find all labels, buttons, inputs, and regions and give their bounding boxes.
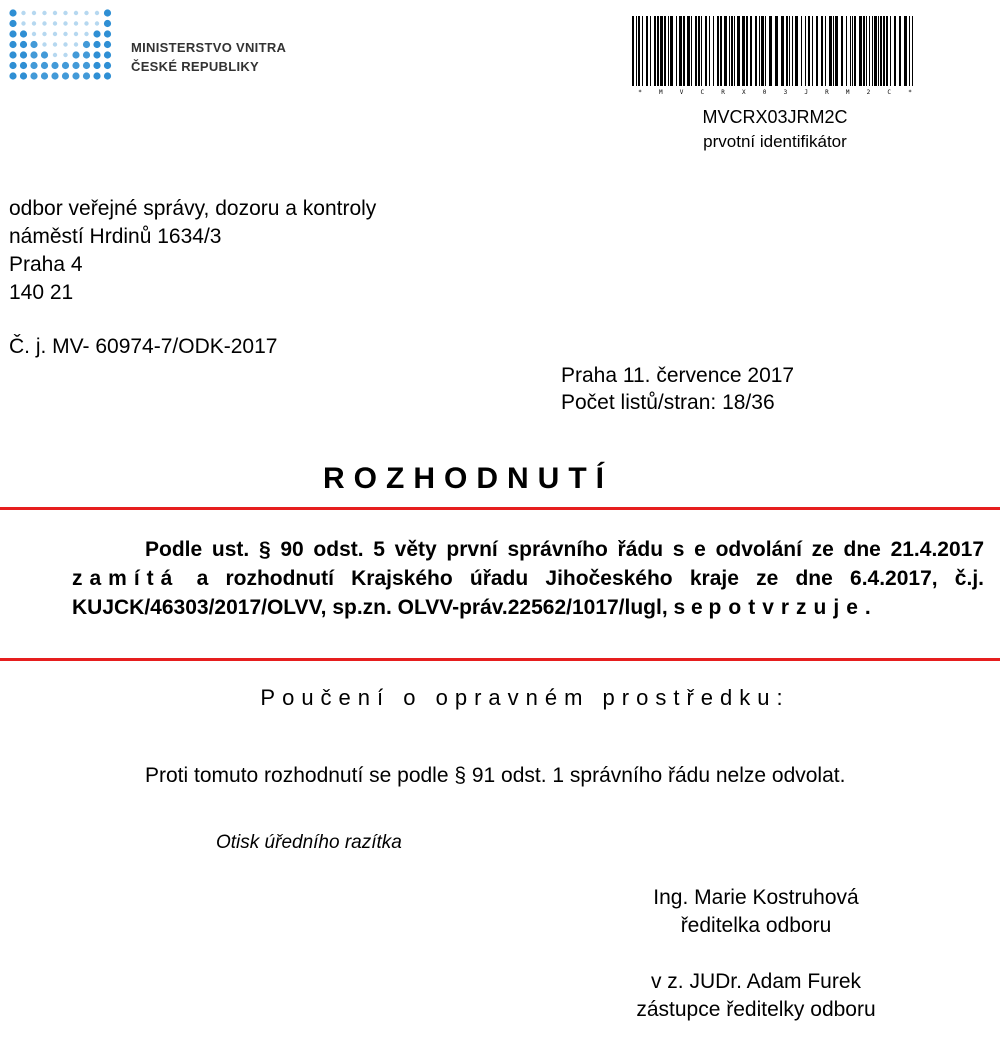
barcode-bar: [638, 16, 640, 86]
barcode-bar: [786, 16, 788, 86]
barcode-bar: [872, 16, 873, 86]
barcode-bar: [854, 16, 856, 86]
barcode-bar: [705, 16, 707, 86]
logo-dot: [93, 41, 100, 48]
logo-dot: [42, 42, 46, 46]
barcode-char: C: [700, 89, 705, 96]
decision-confirms: potvrzuje: [708, 596, 865, 619]
page-count: Počet listů/stran: 18/36: [561, 391, 775, 414]
barcode-bar: [775, 16, 778, 86]
barcode-char: V: [679, 89, 684, 96]
logo-dot: [9, 62, 16, 69]
logo-dot: [104, 30, 111, 37]
barcode-bar: [852, 16, 853, 86]
barcode-bar: [869, 16, 870, 86]
logo-dot: [42, 32, 46, 36]
logo-dot: [9, 51, 16, 58]
logo-dot: [74, 42, 78, 46]
logo-dot: [51, 62, 58, 69]
logo-dot: [30, 41, 37, 48]
decision-part1: Podle ust. § 90 odst. 5 věty první správního řádu s e odvolání ze dne 21.4.2017: [145, 538, 984, 561]
logo-dot: [83, 41, 90, 48]
barcode-char: J: [804, 89, 808, 96]
barcode-bar: [734, 16, 735, 86]
barcode-bar: [742, 16, 745, 86]
address-line: odbor veřejné správy, dozoru a kontroly: [9, 197, 377, 220]
logo-dot: [63, 53, 67, 57]
logo-dot: [104, 72, 111, 79]
barcode-bar: [841, 16, 843, 86]
barcode-char: M: [845, 89, 850, 96]
barcode-bar: [679, 16, 682, 86]
barcode-bar: [683, 16, 685, 86]
logo-dot: [9, 9, 16, 16]
logo-dot: [51, 72, 58, 79]
barcode-bar: [750, 16, 752, 86]
barcode-bar: [789, 16, 790, 86]
logo-dot: [63, 11, 67, 15]
logo-dot: [30, 72, 37, 79]
barcode-bar: [746, 16, 748, 86]
logo-dot: [84, 21, 88, 25]
signatory-role: ředitelka odboru: [680, 914, 832, 937]
logo-dot: [62, 62, 69, 69]
logo-dot: [72, 62, 79, 69]
logo-dot: [41, 51, 48, 58]
decision-part2: a rozhodnutí Krajského úřadu Jihočeského kraje ze dne 6.4.2017, č.j. KUJCK/46303/2017/OLVV, sp.zn. OLVV-práv.22562/1017/lugl, s e: [72, 567, 984, 619]
logo-dot: [83, 51, 90, 58]
logo-dot: [74, 11, 78, 15]
logo-dot: [53, 21, 57, 25]
barcode-bar: [890, 16, 891, 86]
logo-dot: [62, 72, 69, 79]
barcode-bar: [701, 16, 702, 86]
logo-dot: [20, 30, 27, 37]
barcode-bar: [729, 16, 730, 86]
barcode-bar: [765, 16, 766, 86]
barcode-bar: [759, 16, 760, 86]
decision-rejects: zamítá: [72, 567, 180, 590]
ministry-name-line1: MINISTERSTVO VNITRA: [131, 40, 287, 55]
barcode-bar: [878, 16, 879, 86]
ministry-logo-icon: [8, 8, 118, 90]
barcode-bar: [781, 16, 784, 86]
barcode-bar: [833, 16, 834, 86]
barcode-char: R: [721, 89, 725, 96]
barcode-bar: [676, 16, 677, 86]
ministry-name: [131, 38, 286, 76]
barcode-bar: [691, 16, 692, 86]
barcode-bar: [660, 16, 663, 86]
barcode-bar: [909, 16, 910, 86]
logo-dot: [9, 30, 16, 37]
address-line: náměstí Hrdinů 1634/3: [9, 225, 222, 248]
logo-dot: [32, 32, 36, 36]
barcode-bar: [894, 16, 896, 86]
deputy-name: v z. JUDr. Adam Furek: [650, 970, 862, 993]
barcode-bar: [636, 16, 637, 86]
barcode-bar: [812, 16, 813, 86]
logo-dot: [9, 20, 16, 27]
logo-dot: [53, 42, 57, 46]
logo-dot: [53, 53, 57, 57]
logo-dot: [72, 51, 79, 58]
divider-top: [0, 507, 1000, 510]
logo-dot: [21, 11, 25, 15]
barcode-bar: [709, 16, 710, 86]
logo-dot: [74, 21, 78, 25]
barcode-bar: [866, 16, 867, 86]
logo-dot: [41, 72, 48, 79]
logo-dot: [9, 72, 16, 79]
barcode-bar: [646, 16, 648, 86]
barcode-caption: prvotní identifikátor: [703, 132, 847, 151]
barcode-char: *: [638, 89, 642, 96]
barcode-bar: [657, 16, 659, 86]
barcode-bar: [632, 16, 634, 86]
barcode-bar: [863, 16, 865, 86]
ministry-name-line2: ČESKÉ REPUBLIKY: [131, 59, 260, 74]
barcode-bar: [795, 16, 798, 86]
barcode-bar: [825, 16, 826, 86]
barcode-bar: [883, 16, 885, 86]
stamp-placeholder: Otisk úředního razítka: [216, 832, 402, 853]
barcode-bar: [670, 16, 673, 86]
logo-dot: [83, 62, 90, 69]
logo-dot: [42, 21, 46, 25]
logo-dot: [104, 41, 111, 48]
logo-dot: [104, 20, 111, 27]
barcode-bar: [816, 16, 818, 86]
logo-dot: [21, 21, 25, 25]
barcode-icon: [630, 16, 920, 96]
barcode-bar: [724, 16, 727, 86]
barcode-bar: [654, 16, 656, 86]
logo-dot: [63, 32, 67, 36]
barcode-bar: [805, 16, 806, 86]
barcode-bar: [668, 16, 669, 86]
barcode-bar: [698, 16, 700, 86]
place-date: Praha 11. července 2017: [561, 364, 795, 387]
barcode-bar: [717, 16, 719, 86]
logo-dot: [30, 62, 37, 69]
barcode-bar: [850, 16, 851, 86]
barcode-bar: [899, 16, 901, 86]
logo-dot: [32, 11, 36, 15]
address-line: 140 21: [9, 281, 74, 304]
barcode-bar: [755, 16, 757, 86]
barcode-char: R: [825, 89, 829, 96]
barcode-bar: [713, 16, 714, 86]
logo-dot: [20, 51, 27, 58]
barcode-bar: [829, 16, 832, 86]
logo-dot: [20, 41, 27, 48]
barcode-bar: [792, 16, 793, 86]
logo-dot: [32, 21, 36, 25]
barcode-bar: [912, 16, 913, 86]
logo-dot: [41, 62, 48, 69]
logo-dot: [20, 62, 27, 69]
barcode-bar: [821, 16, 823, 86]
remedy-heading: Poučení o opravném prostředku:: [260, 685, 790, 710]
barcode-bar: [874, 16, 877, 86]
logo-dot: [72, 72, 79, 79]
barcode-char: M: [658, 89, 663, 96]
barcode-bar: [808, 16, 810, 86]
barcode-bar: [720, 16, 722, 86]
address-line: Praha 4: [9, 253, 83, 276]
logo-dot: [42, 11, 46, 15]
logo-dot: [93, 51, 100, 58]
logo-dot: [30, 51, 37, 58]
barcode-bar: [761, 16, 764, 86]
logo-dot: [53, 11, 57, 15]
logo-dot: [95, 11, 99, 15]
barcode-identifier: MVCRX03JRM2C: [702, 107, 848, 127]
logo-dot: [93, 30, 100, 37]
logo-dot: [84, 11, 88, 15]
barcode-bar: [737, 16, 740, 86]
barcode-bar: [801, 16, 802, 86]
barcode-bar: [904, 16, 907, 86]
logo-dot: [20, 72, 27, 79]
barcode-bar: [886, 16, 888, 86]
barcode-bar: [769, 16, 772, 86]
logo-dot: [9, 41, 16, 48]
barcode-char: 2: [866, 89, 871, 96]
logo-dot: [53, 32, 57, 36]
logo-dot: [84, 32, 88, 36]
deputy-role: zástupce ředitelky odboru: [636, 998, 876, 1021]
barcode-bar: [835, 16, 838, 86]
document-title: ROZHODNUTÍ: [323, 462, 613, 495]
logo-dot: [63, 42, 67, 46]
logo-dot: [95, 21, 99, 25]
barcode-bar: [664, 16, 666, 86]
logo-dot: [93, 72, 100, 79]
barcode-bar: [695, 16, 697, 86]
remedy-text: Proti tomuto rozhodnutí se podle § 91 odst. 1 správního řádu nelze odvolat.: [145, 764, 846, 787]
barcode-bar: [650, 16, 651, 86]
barcode-char: *: [908, 89, 912, 96]
barcode-bar: [846, 16, 847, 86]
signatory-name: Ing. Marie Kostruhová: [653, 886, 859, 909]
barcode-bar: [642, 16, 643, 86]
logo-dot: [74, 32, 78, 36]
logo-dot: [104, 51, 111, 58]
decision-text: [72, 535, 984, 622]
barcode-bar: [731, 16, 733, 86]
barcode-char: C: [887, 89, 892, 96]
barcode-bar: [687, 16, 690, 86]
barcode-bar: [880, 16, 882, 86]
logo-dot: [104, 9, 111, 16]
barcode-char: 0: [762, 89, 767, 96]
decision-part3: .: [864, 596, 871, 619]
logo-dot: [63, 21, 67, 25]
logo-dot: [83, 72, 90, 79]
logo-dot: [104, 62, 111, 69]
logo-dot: [93, 62, 100, 69]
barcode-bar: [859, 16, 862, 86]
reference-number: Č. j. MV- 60974-7/ODK-2017: [9, 335, 278, 358]
divider-bottom: [0, 658, 1000, 661]
barcode-char: X: [742, 89, 746, 96]
barcode-char: 3: [783, 89, 788, 96]
